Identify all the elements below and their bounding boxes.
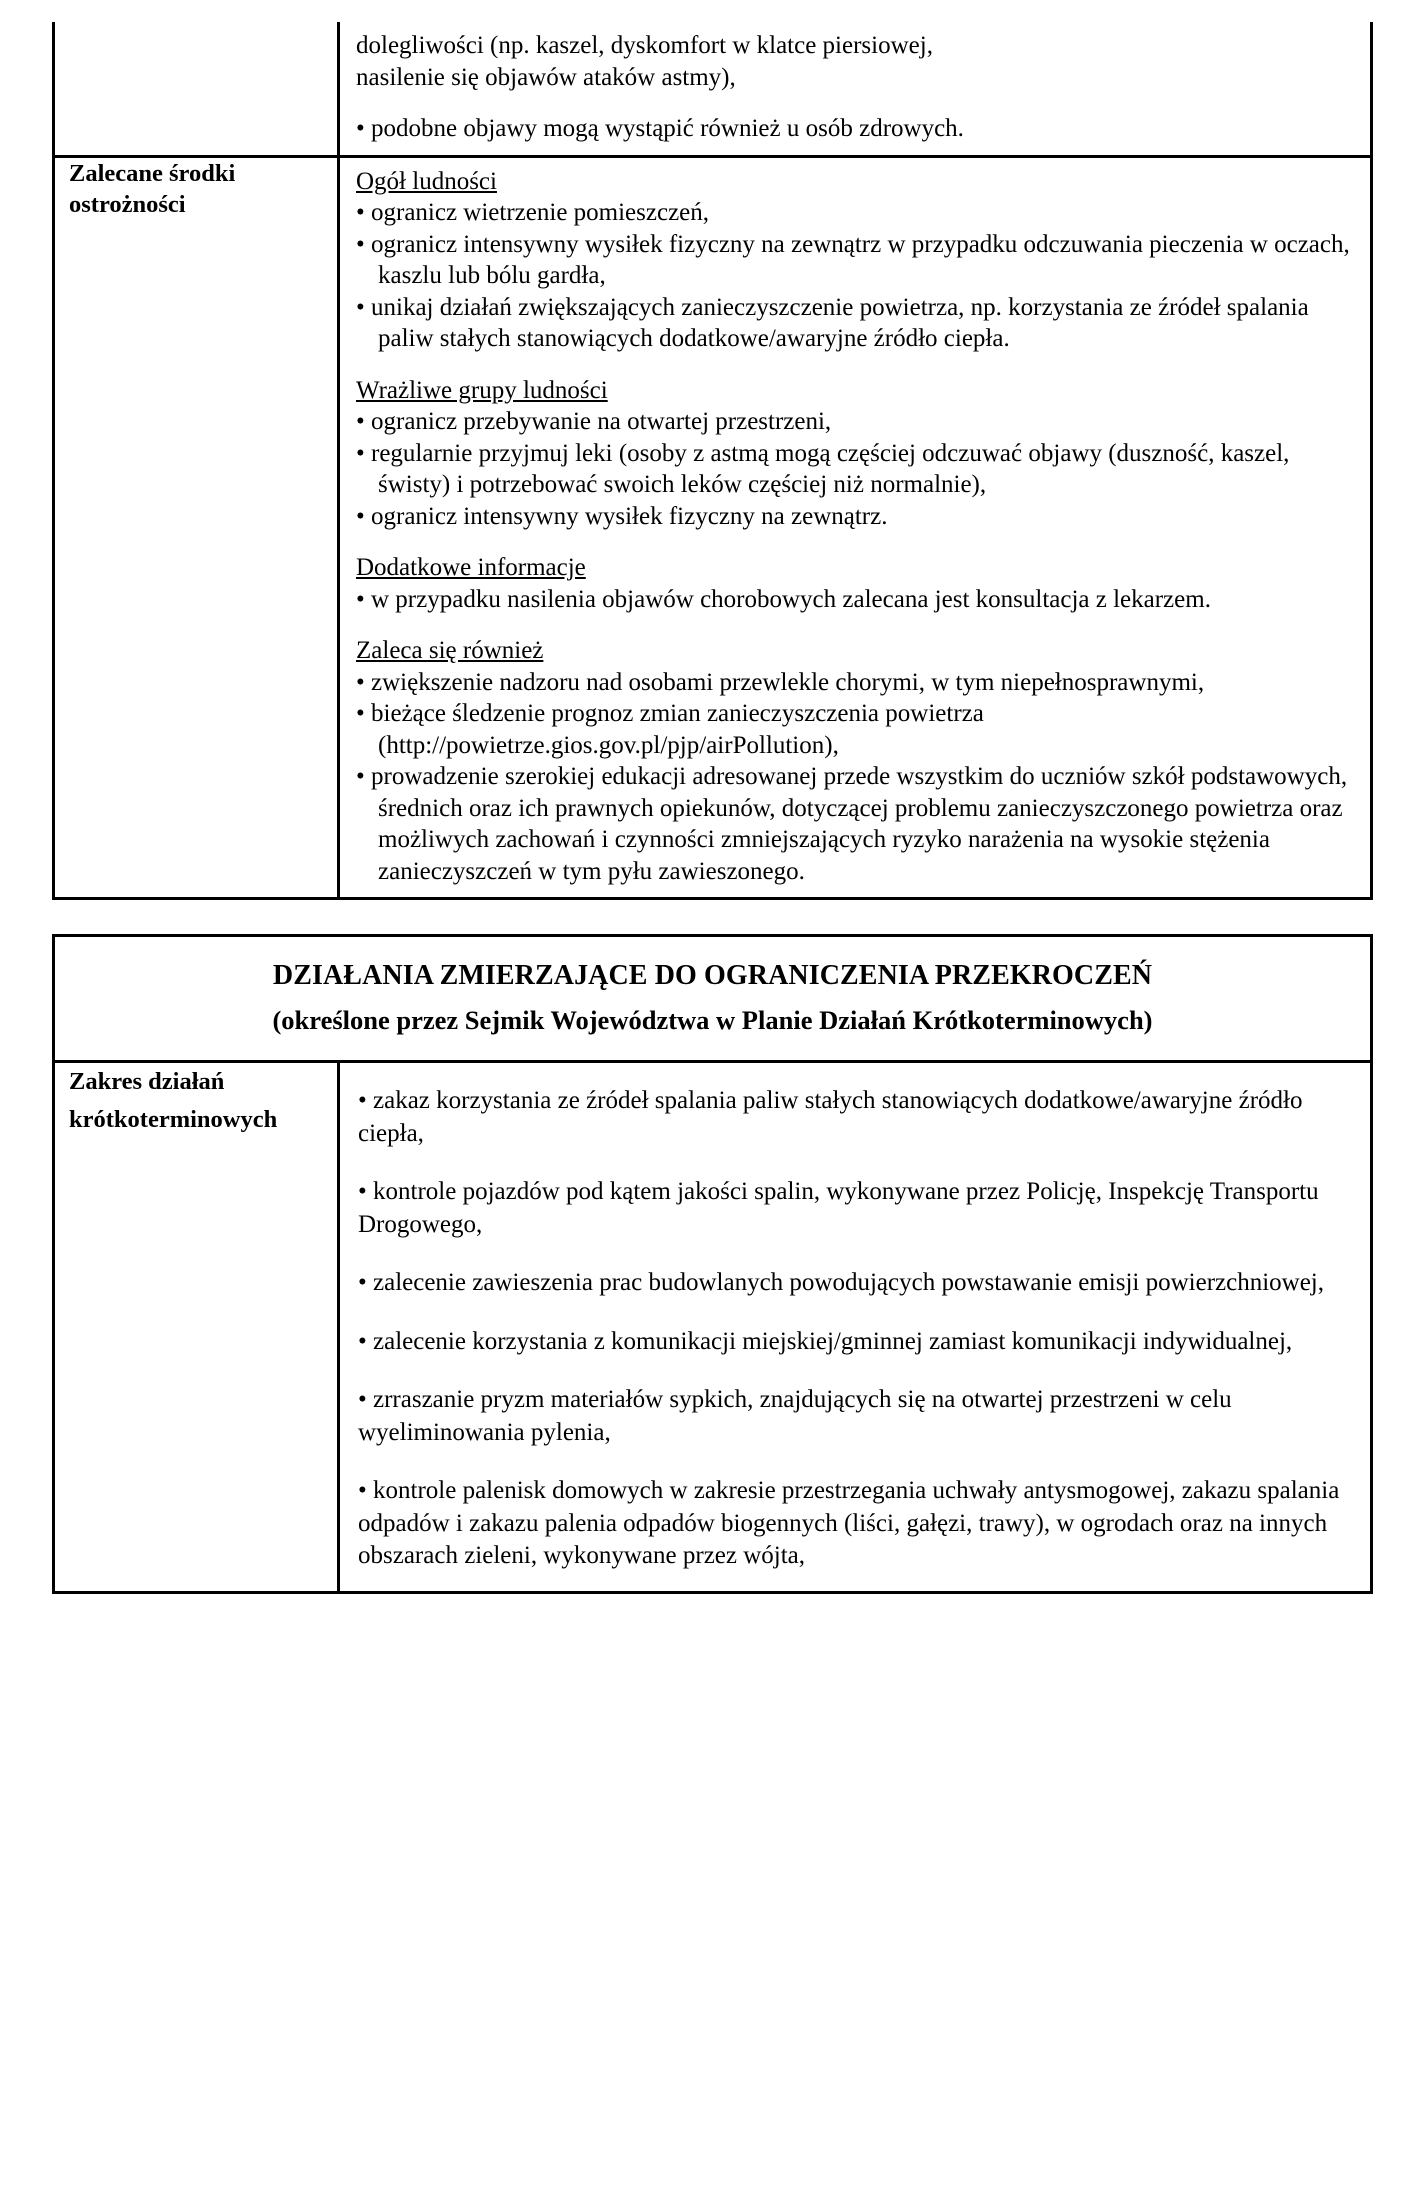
table-header-cell [54,936,1372,1062]
row-label-text: Zalecane środki ostrożności [69,159,236,219]
row-label-line-1: Zakres działań [69,1068,225,1096]
bullet-item: • ogranicz przebywanie na otwartej przestrzeni, [356,408,832,435]
text-line: dolegliwości (np. kaszel, dyskomfort w klatce piersiowej, [356,32,933,59]
row-content-cell [339,1062,1372,1593]
document-page [0,22,1403,2186]
content-block [340,22,1370,155]
row-content-cell [339,156,1372,899]
bullet-item: • ogranicz intensywny wysiłek fizyczny na zewnątrz w przypadku odczuwania pieczenia w oczach, kaszlu lub bólu gardła, [356,230,1350,289]
table-effects-continued [52,22,1373,900]
section-heading: Zaleca się również [356,637,544,664]
table-actions [52,934,1373,1594]
row-label-cell [54,1062,339,1593]
bullet-item: • unikaj działań zwiększających zanieczyszczenie powietrza, np. korzystania ze źródeł spalania paliw stałych stanowiących dodatkowe/awaryjne źródło ciepła. [356,293,1309,352]
paragraph-gap [356,615,1356,635]
bullet-item: • w przypadku nasilenia objawów chorobowych zalecana jest konsultacja z lekarzem. [356,585,1211,613]
bullet-item: • zalecenie zawieszenia prac budowlanych powodujących powstawanie emisji powierzchniowej, [358,1269,1325,1297]
row-label-cell-empty [54,22,339,156]
bullet-item: • bieżące śledzenie prognoz zmian zanieczyszczenia powietrza (http://powietrze.gios.gov.pl/pjp/airPollution), [356,700,984,759]
bullet-item: • zrraszanie pryzm materiałów sypkich, znajdujących się na otwartej przestrzeni w celu wyeliminowania pylenia, [358,1386,1232,1446]
paragraph-gap [356,355,1356,375]
bullet-item: • kontrole palenisk domowych w zakresie przestrzegania uchwały antysmogowej, zakazu spalania odpadów i zakazu palenia odpadów biogennych (liści, gałęzi, trawy), w ogrodach oraz na innych obszarach zieleni, wykonywane przez wójta, [358,1477,1340,1570]
bullet-item: • zakaz korzystania ze źródeł spalania paliw stałych stanowiących dodatkowe/awaryjne źródło ciepła, [358,1087,1303,1147]
bullet-item: • zalecenie korzystania z komunikacji miejskiej/gminnej zamiast komunikacji indywidualnej, [358,1327,1293,1355]
table-title-line-2: (określone przez Sejmik Województwa w Planie Działań Krótkoterminowych) [272,1004,1153,1035]
table-header-row [54,936,1372,1062]
bullet-item: • regularnie przyjmuj leki (osoby z astmą mogą częściej odczuwać objawy (duszność, kaszel, świsty) i potrzebować swoich leków częściej niż normalnie), [356,439,1290,498]
row-label-line-2: krótkoterminowych [69,1106,278,1134]
bullet-item: • podobne objawy mogą wystąpić również u osób zdrowych. [356,115,964,142]
bullet-item: • zwiększenie nadzoru nad osobami przewlekle chorymi, w tym niepełnosprawnymi, [356,668,1205,696]
bullet-item: • kontrole pojazdów pod kątem jakości spalin, wykonywane przez Policję, Inspekcję Transportu Drogowego, [358,1178,1319,1238]
bullet-item: • ogranicz intensywny wysiłek fizyczny na zewnątrz. [356,502,888,530]
paragraph-gap [356,532,1356,552]
table-row [54,1062,1372,1593]
table-row [54,22,1372,156]
bullet-item: • prowadzenie szerokiej edukacji adresowanej przede wszystkim do uczniów szkół podstawowych, średnich oraz ich prawnych opiekunów, dotyczącej problemu zanieczyszczonego powietrza oraz możliwych zachowań i czynności zmniejszających ryzyko narażenia na wysokie stężenia zanieczyszczeń w tym pyłu zawieszonego. [356,763,1348,885]
section-heading: Dodatkowe informacje [356,554,586,581]
bullet-item: • ogranicz wietrzenie pomieszczeń, [356,199,710,226]
row-label-text-block [55,1063,337,1139]
table-row [54,156,1372,899]
content-block [340,1063,1370,1591]
paragraph-gap [356,93,1356,113]
section-heading: Ogół ludności [356,167,497,195]
row-label-cell [54,156,339,899]
section-heading: Wrażliwe grupy ludności [356,376,608,404]
table-title-line-1: DZIAŁANIA ZMIERZAJĄCE DO OGRANICZENIA PRZEKROCZEŃ [272,960,1153,991]
content-block [340,158,1370,898]
text-line: nasilenie się objawów ataków astmy), [356,63,736,91]
row-content-cell [339,22,1372,156]
